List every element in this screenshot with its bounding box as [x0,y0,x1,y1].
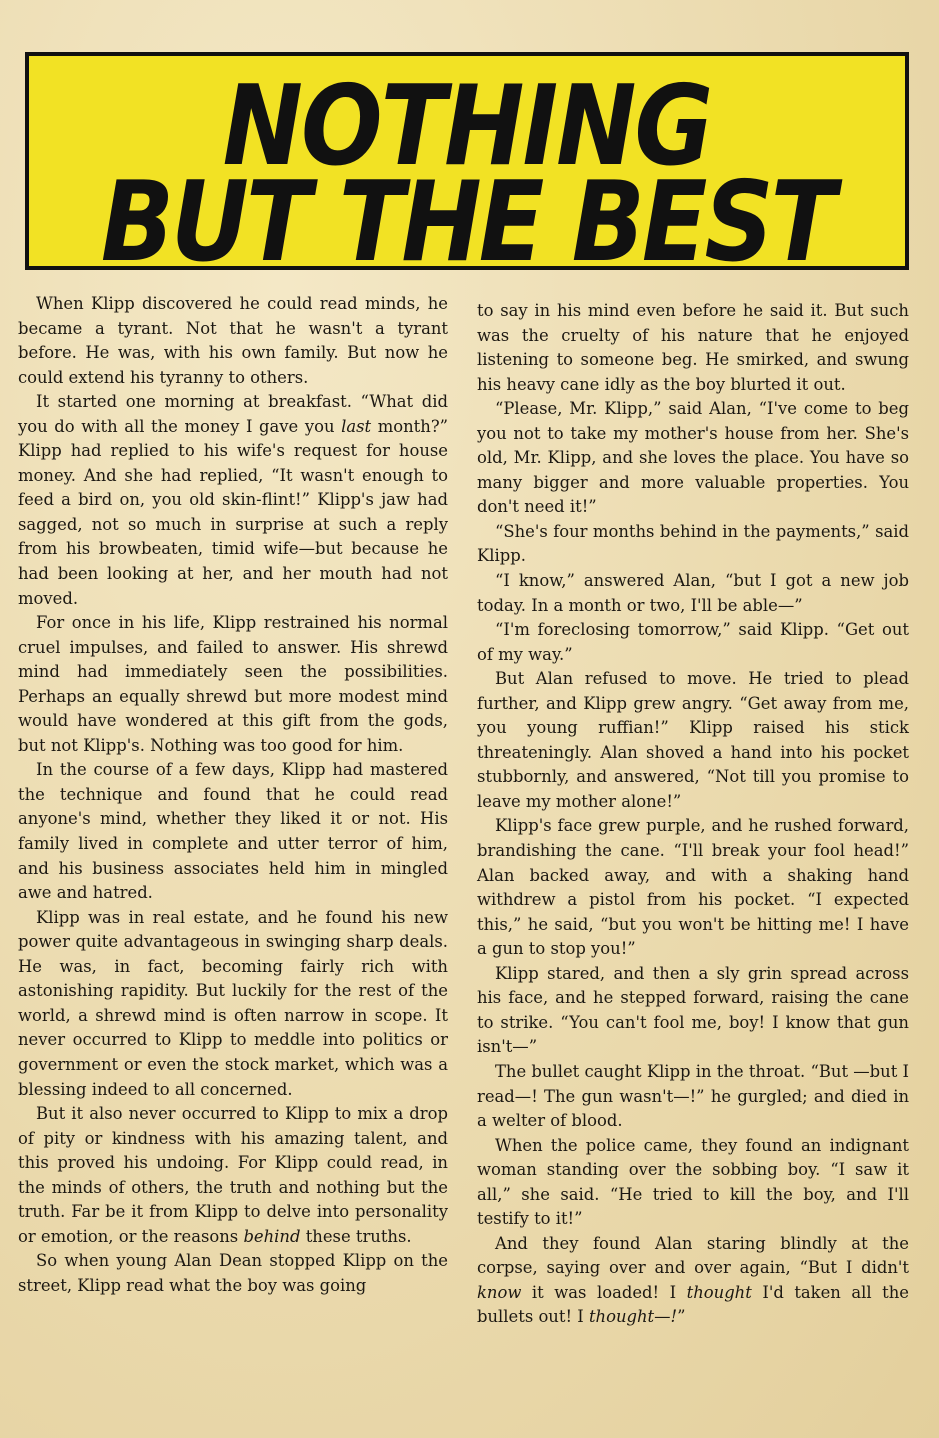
paragraph-text: “She's four months behind in the payments,” said Klipp. [477,521,909,566]
title-banner [25,52,909,287]
paragraph-text: The bullet caught Klipp in the throat. “But —but I read—! The gun wasn't—!” he gurgled; and died in a welter of blood. [477,1061,909,1131]
story-title-line-2: BUT THE BEST [100,157,834,287]
paragraph-text: Klipp stared, and then a sly grin spread across his face, and he stepped forward, raising the cane to strike. “You can't fool me, boy! I know that gun isn't—” [477,963,909,1057]
emphasis-text: last [341,416,372,436]
paragraph [18,292,448,390]
paragraph-text: Klipp was in real estate, and he found his new power quite advantageous in swinging sharp deals. He was, in fact, becoming fairly rich with astonishing rapidity. But luckily for the rest of the world, a shrewd mind is often narrow in scope. It never occurred to Klipp to meddle into politics or government or even the stock market, which was a blessing indeed to all concerned. [18,907,448,1099]
left-text-column [18,292,448,1298]
paragraph [477,1060,909,1134]
emphasis-text: thought—! [588,1307,678,1327]
emphasis-text: know [477,1282,522,1302]
paragraph [477,397,909,520]
paragraph-text: Klipp's face grew purple, and he rushed forward, brandishing the cane. “I'll break your fool head!” Alan backed away, and with a shaking hand withdrew a pistol from his pocket. “I expected this,” he said, “but you won't be hitting me! I have a gun to stop you!” [477,816,909,959]
paragraph-text: these truths. [300,1226,412,1246]
paragraph-text: When the police came, they found an indignant woman standing over the sobbing boy. “I saw it all,” she said. “He tried to kill the boy, and I'll testify to it!” [477,1135,909,1229]
emphasis-text: thought [686,1282,752,1302]
paragraph-text: When Klipp discovered he could read minds, he became a tyrant. Not that he wasn't a tyrant before. He was, with his own family. But now he could extend his tyranny to others. [18,294,448,387]
paragraph [477,667,909,814]
paragraph-text: I'd taken all the bullets out! I [477,1282,909,1327]
paragraph [477,1232,909,1330]
paragraph-text: But Alan refused to move. He tried to plead further, and Klipp grew angry. “Get away from me, you young ruffian!” Klipp raised his stick threateningly. Alan shoved a hand into his pocket stubbornly, and answered, “Not till you promise to leave my mother alone!” [477,669,909,811]
paragraph [18,906,448,1102]
paragraph-text: ” [677,1307,686,1327]
right-text-column [477,299,909,1330]
paragraph-text: it was loaded! I [521,1282,687,1302]
paragraph-text: to say in his mind even before he said it. But such was the cruelty of his nature that he enjoyed listening to someone beg. He smirked, and swung his heavy cane idly as the boy blurted it out. [477,301,909,394]
paragraph [18,611,448,758]
emphasis-text: behind [243,1226,301,1246]
paragraph [18,758,448,905]
paragraph [477,299,909,397]
paragraph-text: It started one morning at breakfast. “What did you do with all the money I gave you [18,392,448,436]
story-title-line-1: NOTHING [222,61,712,191]
paragraph-text: But it also never occurred to Klipp to mix a drop of pity or kindness with his amazing talent, and this proved his undoing. For Klipp could read, in the minds of others, the truth and nothing but the truth. Far be it from Klipp to delve into personality or emotion, or the reasons [18,1104,448,1246]
paragraph [477,814,909,961]
paragraph [18,1249,448,1298]
paragraph-text: For once in his life, Klipp restrained his normal cruel impulses, and failed to answer. His shrewd mind had immediately seen the possibilities. Perhaps an equally shrewd but more modest mind would have wondered at this gift from the gods, but not Klipp's. Nothing was too good for him. [18,613,448,755]
paragraph-text: “Please, Mr. Klipp,” said Alan, “I've come to beg you not to take my mother's house from her. She's old, Mr. Klipp, and she loves the place. You have so many bigger and more valuable properties. You don't need it!” [477,399,909,517]
paragraph-text: “I know,” answered Alan, “but I got a new job today. In a month or two, I'll be able—” [477,571,909,615]
paragraph-text: In the course of a few days, Klipp had mastered the technique and found that he could read anyone's mind, whether they liked it or not. His family lived in complete and utter terror of him, and his business associates held him in mingled awe and hatred. [18,760,448,903]
paragraph [477,618,909,667]
paragraph-text: “I'm foreclosing tomorrow,” said Klipp. “Get out of my way.” [477,620,909,664]
paragraph [477,962,909,1060]
paragraph-text: And they found Alan staring blindly at the corpse, saying over and over again, “But I didn't [477,1233,909,1278]
paragraph [477,1134,909,1232]
paragraph [18,390,448,611]
paragraph-text: So when young Alan Dean stopped Klipp on the street, Klipp read what the boy was going [18,1251,448,1295]
paragraph-text: month?” Klipp had replied to his wife's request for house money. And she had replied, “It wasn't enough to feed a bird on, you old skin-flint!” Klipp's jaw had sagged, not so much in surprise at such a reply from his browbeaten, timid wife—but because he had been looking at her, and her mouth had not moved. [18,416,448,608]
paragraph [18,1102,448,1249]
paragraph [477,569,909,618]
paragraph [477,520,909,569]
